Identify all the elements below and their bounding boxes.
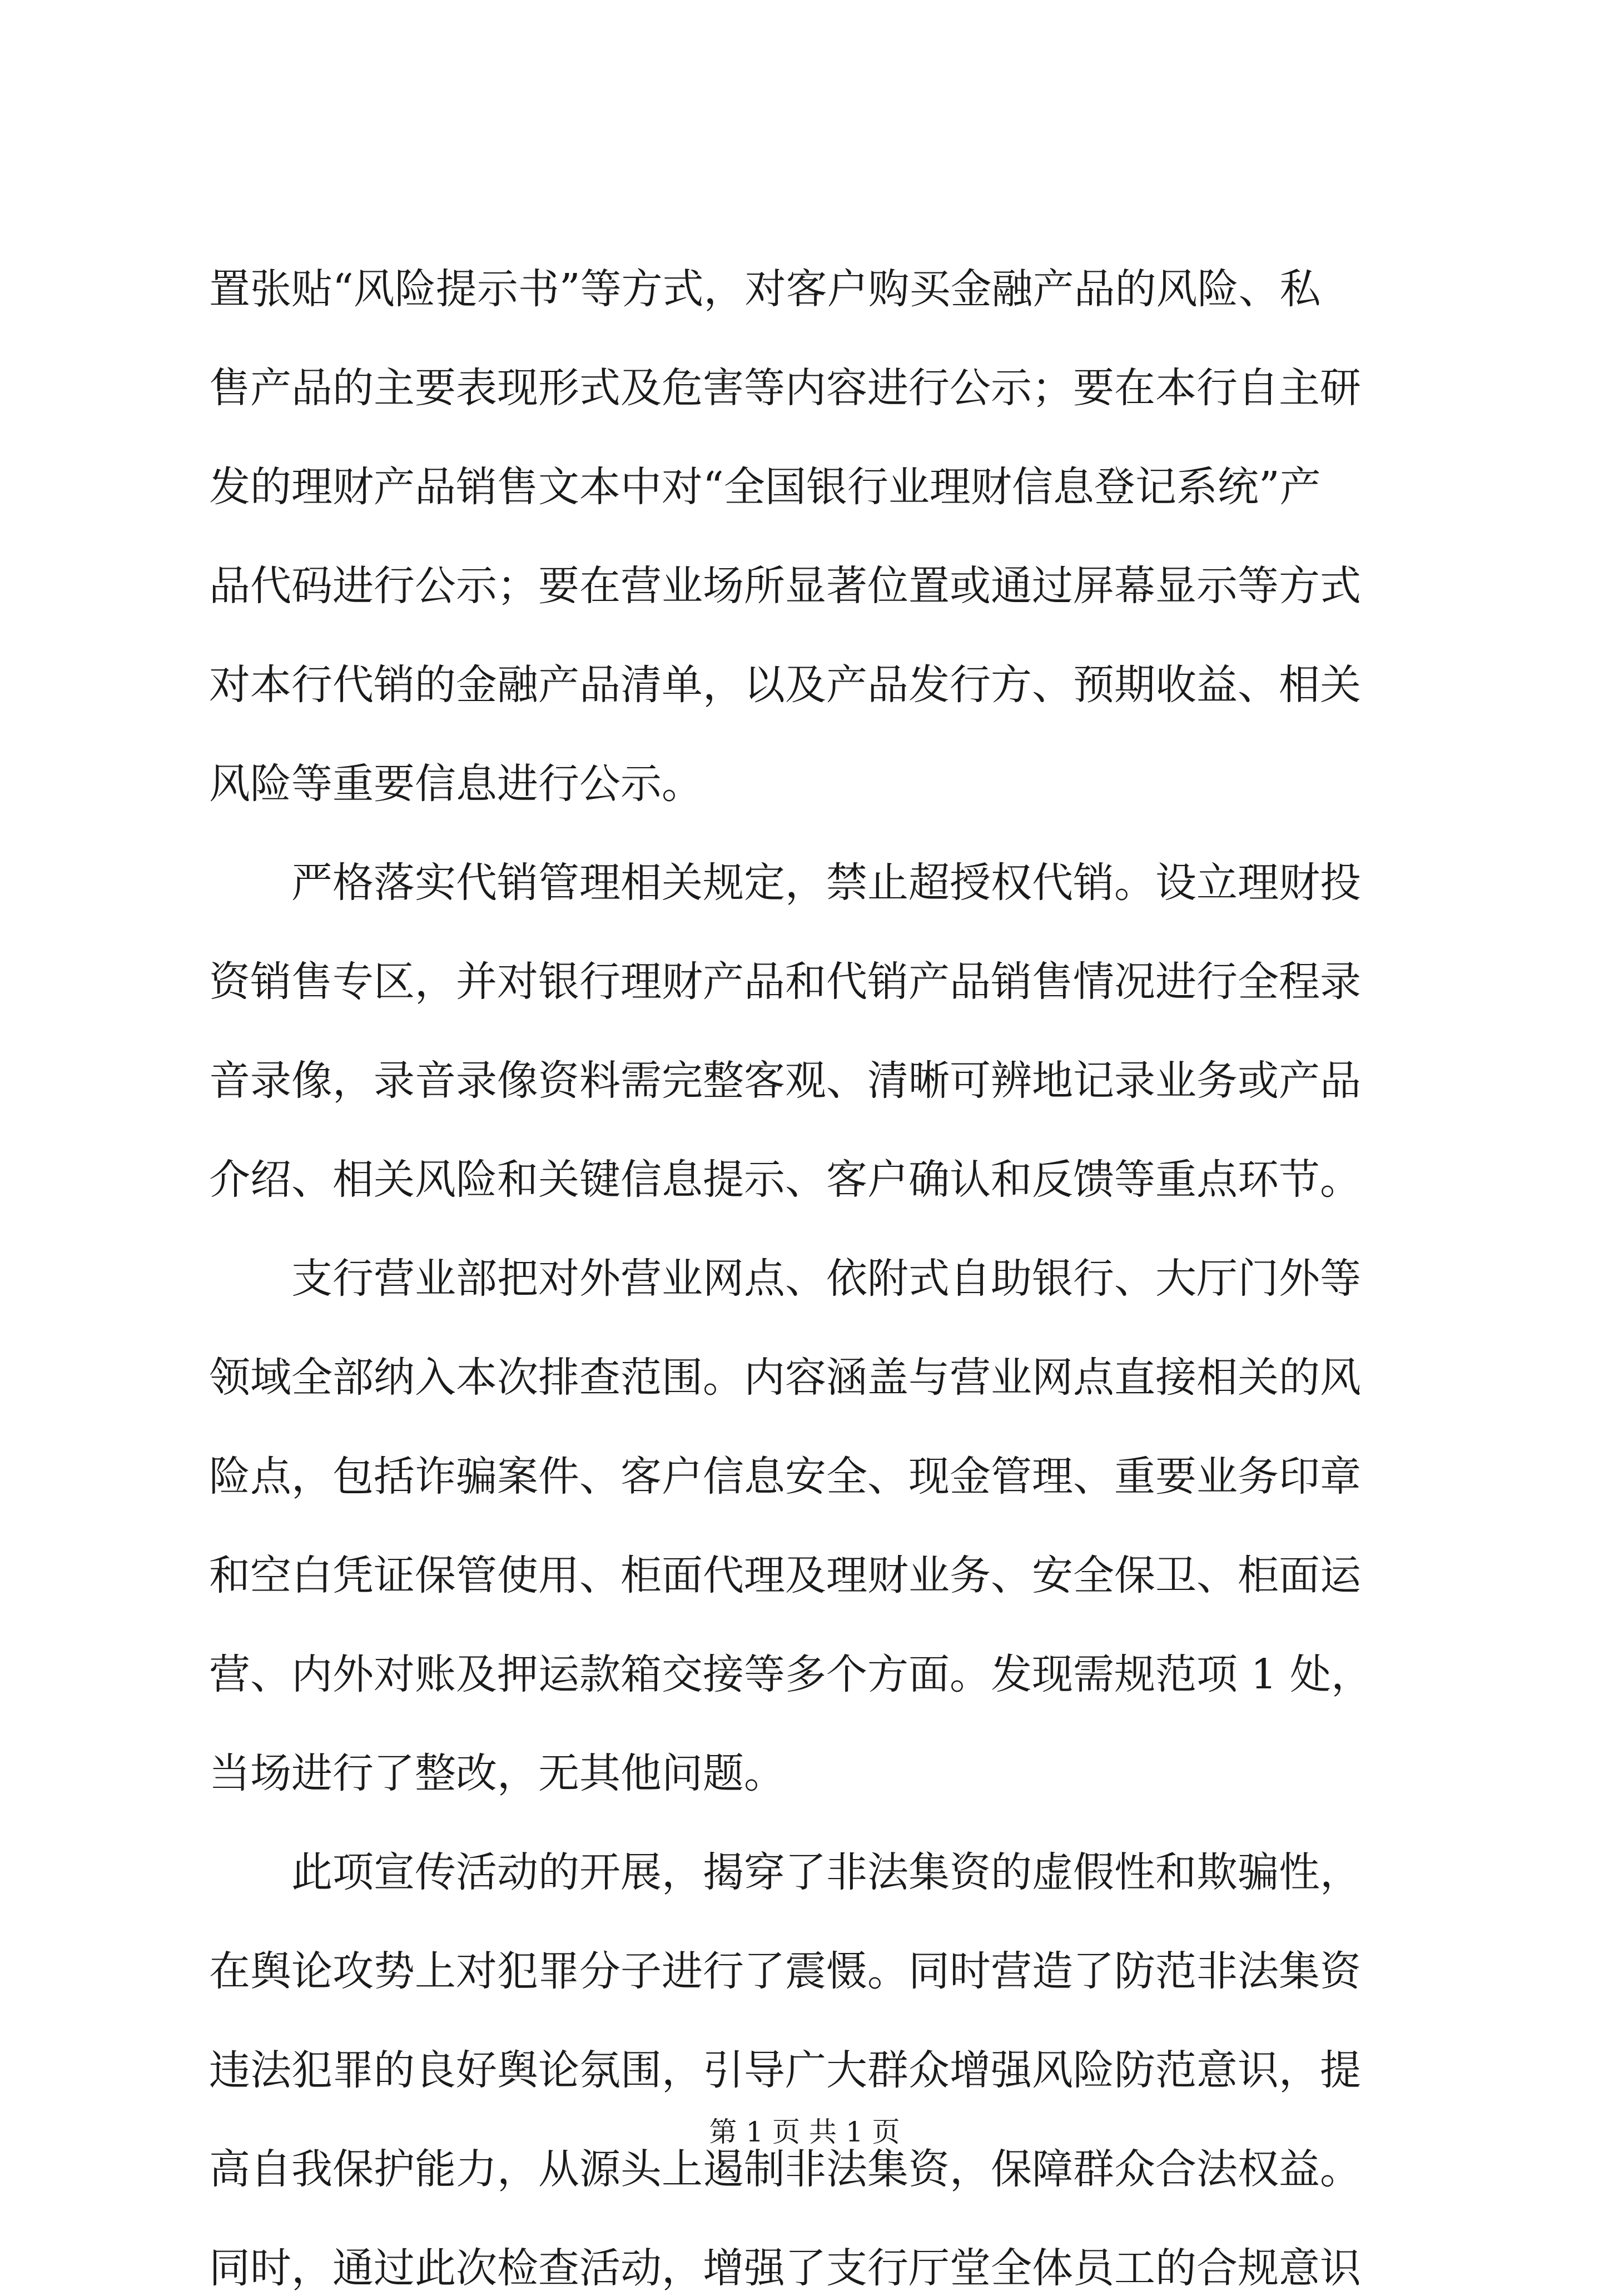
page-footer: 第 1 页 共 1 页 [709,2116,900,2148]
text-line: 和空白凭证保管使用、柜面代理及理财业务、安全保卫、柜面运 [209,1552,1361,1599]
text-line: 发的理财产品销售文本中对“全国银行业理财信息登记系统”产 [209,463,1321,511]
text-line: 此项宣传活动的开展，揭穿了非法集资的虚假性和欺骗性， [291,1848,1361,1896]
text-line: 险点，包括诈骗案件、客户信息安全、现金管理、重要业务印章 [209,1453,1361,1500]
text-line: 品代码进行公示；要在营业场所显著位置或通过屏幕显示等方式 [209,562,1361,610]
text-line: 营、内外对账及押运款箱交接等多个方面。发现需规范项 1 处， [209,1651,1373,1698]
text-line: 售产品的主要表现形式及危害等内容进行公示；要在本行自主研 [209,364,1361,412]
text-line: 违法犯罪的良好舆论氛围，引导广大群众增强风险防范意识，提 [209,2046,1361,2094]
text-line: 支行营业部把对外营业网点、依附式自助银行、大厅门外等 [291,1255,1361,1303]
text-line: 风险等重要信息进行公示。 [209,760,703,808]
text-line: 领域全部纳入本次排查范围。内容涵盖与营业网点直接相关的风 [209,1354,1361,1402]
text-line: 在舆论攻势上对犯罪分子进行了震慑。同时营造了防范非法集资 [209,1947,1361,1995]
text-line: 置张贴“风险提示书”等方式，对客户购买金融产品的风险、私 [209,265,1321,313]
text-line: 同时，通过此次检查活动，增强了支行厅堂全体员工的合规意识 [209,2244,1361,2292]
text-line: 高自我保护能力，从源头上遏制非法集资，保障群众合法权益。 [209,2145,1361,2193]
text-line: 当场进行了整改，无其他问题。 [209,1750,785,1797]
text-line: 严格落实代销管理相关规定，禁止超授权代销。设立理财投 [291,859,1361,907]
text-line: 介绍、相关风险和关键信息提示、客户确认和反馈等重点环节。 [209,1156,1361,1204]
text-line: 音录像，录音录像资料需完整客观、清晰可辨地记录业务或产品 [209,1057,1361,1105]
text-line: 资销售专区，并对银行理财产品和代销产品销售情况进行全程录 [209,958,1361,1006]
text-line: 对本行代销的金融产品清单，以及产品发行方、预期收益、相关 [209,661,1361,709]
